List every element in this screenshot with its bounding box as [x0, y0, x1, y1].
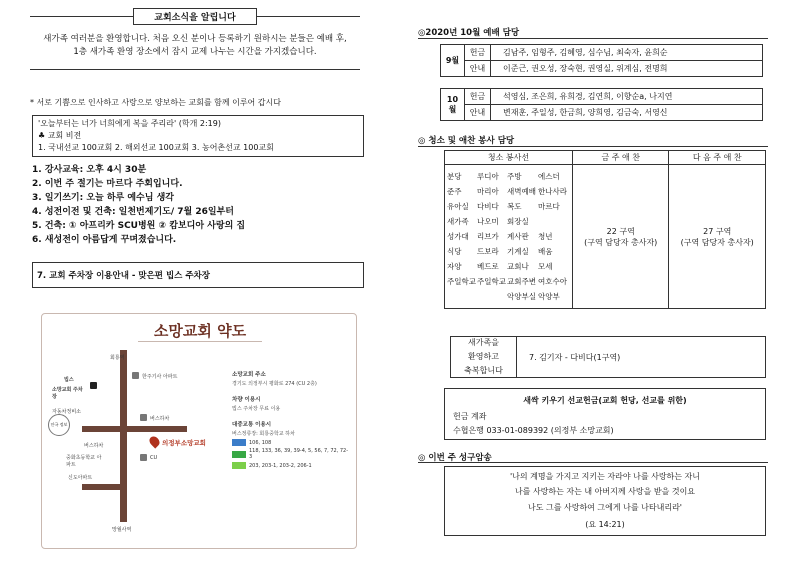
cleaning-area: 주일학교 [477, 277, 506, 286]
vision-box [32, 115, 364, 157]
cleaning-area: 리브가 [477, 232, 499, 241]
label-line: 환영하고 [468, 352, 499, 361]
duty-role: 헌금 [465, 45, 491, 61]
duty-role: 안내 [465, 61, 491, 77]
cleaning-area: 나오미 [477, 217, 499, 226]
bus-color-swatch [232, 451, 246, 458]
map-label-cu: CU [150, 455, 158, 461]
bus-color-swatch [232, 439, 246, 446]
cleaning-area: 여호수아 [538, 277, 567, 286]
parking-notice: 7. 교회 주차장 이용안내 - 맞은편 빕스 주차장 [32, 262, 364, 288]
info-text: 빕스 주차장 무료 이용 [232, 406, 281, 412]
news-list [32, 163, 372, 247]
cleaning-area: 계사판 [507, 232, 529, 241]
church-marker-icon [147, 434, 161, 448]
news-item: 6. 새성전이 아름답게 꾸며졌습니다. [32, 235, 177, 245]
map-label-bips: 빕스 [64, 377, 74, 383]
cleaning-area: 분당 [447, 172, 462, 181]
map-label-bank: 한주기사 아파트 [142, 374, 178, 380]
map-church-name: 의정부소망교회 [162, 439, 206, 447]
cleaning-area [538, 214, 569, 229]
news-item: 3. 일기쓰기: 오늘 하루 예수님 생각 [32, 193, 174, 203]
cleaning-grid [445, 165, 572, 308]
bus-route-row [232, 439, 352, 446]
church-map [41, 313, 357, 549]
verse-line: '나의 계명을 가지고 지키는 자라야 나를 사랑하는 자니 [509, 472, 700, 481]
bus-routes: 106, 108 [249, 439, 272, 446]
next-week-zone: 27 구역 [703, 226, 732, 236]
cleaning-grid-cell [445, 165, 573, 309]
news-item: 1. 강사교육: 오후 4시 30분 [32, 165, 147, 175]
map-label-south: 망월사역 [112, 527, 132, 533]
cleaning-area: 드보라 [477, 247, 499, 256]
verse-reference: (요 14:21) [585, 520, 625, 529]
label-line: 축복합니다 [464, 366, 503, 375]
cleaning-area: 에스더 [538, 172, 560, 181]
cleaning-area: 주방 [507, 172, 522, 181]
map-label-bus1: 버스하차 [150, 416, 170, 422]
label-line: 새가족을 [468, 338, 499, 347]
this-week-cell [572, 165, 669, 309]
cleaning-area: 복도 [507, 202, 522, 211]
cleaning-area: 교회주변 [507, 277, 536, 286]
info-heading: 소망교회 주소 [232, 372, 266, 378]
map-title: 소망교회 약도 [153, 322, 247, 340]
mission-account-label: 헌금 계좌 [453, 412, 487, 421]
vision-label: ♣ 교회 비전 [38, 131, 82, 140]
cleaning-area: 자양 [447, 262, 462, 271]
vision-motto: '오늘부터는 너가 너희에게 복을 주리라' (학개 2:19) [38, 119, 221, 128]
info-heading: 차량 이용시 [232, 397, 261, 403]
building-icon [132, 372, 139, 379]
new-member-label [451, 337, 517, 377]
cleaning-area: 마르다 [538, 202, 560, 211]
duty-names: 김남주, 임형주, 김혜영, 심수님, 최숙자, 윤희순 [491, 45, 763, 61]
new-member-box [450, 336, 766, 378]
map-label-bus2: 버스하차 [84, 443, 104, 449]
welcome-notice [30, 33, 360, 70]
news-item: 5. 건축: ① 아프리카 SCU병원 ② 캄보디아 사랑의 집 [32, 221, 246, 231]
greeting-note: * 서로 기쁨으로 인사하고 사랑으로 양보하는 교회를 함께 이루어 갑시다 [30, 98, 281, 107]
verse-heading: ◎ 이번 주 성구암송 [418, 453, 492, 463]
map-label-market: 신도아파트 [68, 475, 93, 481]
bus-route-row [232, 448, 352, 460]
new-member-name: 7. 김기자 - 다비다(1구역) [529, 352, 621, 362]
cleaning-area: 유아실 [447, 202, 469, 211]
duty-month: 9월 [441, 45, 465, 77]
bus-routes: 203, 203-1, 203-2, 206-1 [249, 462, 312, 469]
cleaning-area: 한나사라 [538, 187, 567, 196]
cross-road [82, 426, 187, 432]
map-label-circle: 안국 정보 [50, 422, 68, 427]
cleaning-area: 새벽예배 [507, 187, 536, 196]
parking-icon [90, 382, 97, 389]
cleaning-area: 회장실 [507, 217, 529, 226]
next-week-sub: (구역 담당자 총사자) [680, 237, 754, 247]
cleaning-area: 기계실 [507, 247, 529, 256]
info-heading: 대중교통 이용시 [232, 422, 272, 428]
cleaning-area: 교회나 [507, 262, 529, 271]
col-header: 금 주 애 찬 [572, 151, 669, 165]
bus-route-row [232, 462, 352, 469]
cleaning-area: 주일학교 [447, 277, 476, 286]
bus-routes: 118, 133, 36, 39, 39-4, 5, 56, 7, 72, 72-3 [249, 448, 349, 460]
mission-offering-box [444, 388, 766, 440]
duty-names: 변재훈, 주일성, 한금희, 양희영, 김금숙, 서영신 [491, 105, 763, 121]
cleaning-divider [418, 146, 768, 147]
duty-names: 이준근, 권오성, 장숙현, 권영실, 위계심, 전명희 [491, 61, 763, 77]
info-text: 경기도 의정부시 평화로 274 (CU 2층) [232, 381, 317, 387]
vision-items: 1. 국내선교 100교회 2. 해외선교 100교회 3. 농어촌선교 100교회 [38, 143, 274, 152]
col-header: 다 음 주 애 찬 [669, 151, 766, 165]
sept-duty-table [440, 44, 763, 77]
mission-title: 새싹 키우기 선교헌금(교회 헌당, 선교를 위한) [523, 396, 687, 405]
cleaning-area: 성가대 [447, 232, 469, 241]
cleaning-area: 마리아 [477, 187, 499, 196]
store-icon [140, 454, 147, 461]
this-week-zone: 22 구역 [606, 226, 635, 236]
news-title: 교회소식을 알립니다 [133, 8, 257, 25]
verse-divider [418, 462, 768, 463]
cleaning-area: 다비다 [477, 202, 499, 211]
cleaning-area: 식당 [447, 247, 462, 256]
map-circle-marker [48, 414, 70, 436]
welcome-line: 새가족 여러분을 환영합니다. 처음 오신 분이나 등록하기 원하시는 분들은 예배 후, [43, 34, 347, 44]
cleaning-area: 배움 [538, 247, 553, 256]
cleaning-area: 악양부 [538, 292, 560, 301]
verse-line: 나를 사랑하는 자는 내 아버지께 사랑을 받을 것이요 [514, 487, 696, 496]
cleaning-table [444, 150, 766, 309]
info-text: 버스정류장: 회룡중학교 하차 [232, 431, 295, 437]
cleaning-area: 청년 [538, 232, 553, 241]
col-header: 청소 봉사선 [445, 151, 573, 165]
verse-line: 나도 그를 사랑하여 그에게 나를 나타내리라' [527, 503, 683, 512]
worship-divider [418, 38, 768, 39]
duty-role: 안내 [465, 105, 491, 121]
worship-duty-heading: ◎2020년 10월 예배 담당 [418, 28, 520, 38]
mission-account: 수협은행 033-01-089392 (의정부 소망교회) [453, 426, 614, 435]
duty-month: 10월 [441, 89, 465, 121]
oct-duty-table [440, 88, 763, 121]
map-label-parking: 소망교회 주차장 [52, 387, 83, 400]
cleaning-area: 새가족 [447, 217, 469, 226]
cleaning-heading: ◎ 청소 및 애찬 봉사 담당 [418, 136, 515, 146]
news-item: 4. 성전이전 및 건축: 일천번제기도/ 7월 26일부터 [32, 207, 234, 217]
map-label-center: 자동차정비소 [52, 409, 81, 415]
map-title-underline [138, 341, 262, 342]
duty-role: 헌금 [465, 89, 491, 105]
news-item: 2. 이번 주 절기는 마르다 주회입니다. [32, 179, 183, 189]
map-label-north: 회룡역 [110, 355, 125, 361]
bus-color-swatch [232, 462, 246, 469]
bus-stop-icon [140, 414, 147, 421]
cleaning-area: 모세 [538, 262, 553, 271]
cleaning-area: 준주 [447, 187, 462, 196]
cleaning-area [477, 289, 507, 304]
main-road [120, 350, 127, 522]
next-week-cell [669, 165, 766, 309]
map-label-apt: 중화초등학교 아파트 [66, 455, 102, 468]
cleaning-area: 베드로 [477, 262, 499, 271]
duty-names: 석영심, 조은희, 유희경, 김연희, 이향순a, 나지연 [491, 89, 763, 105]
map-info [232, 362, 352, 469]
cleaning-area: 루디아 [477, 172, 499, 181]
cleaning-area: 악양부실 [507, 292, 536, 301]
welcome-line: 1층 새가족 환영 장소에서 잠시 교제 나누는 시간을 가지겠습니다. [73, 47, 317, 57]
this-week-sub: (구역 담당자 총사자) [584, 237, 658, 247]
side-road [82, 484, 122, 490]
verse-box [444, 466, 766, 536]
cleaning-area [447, 289, 477, 304]
